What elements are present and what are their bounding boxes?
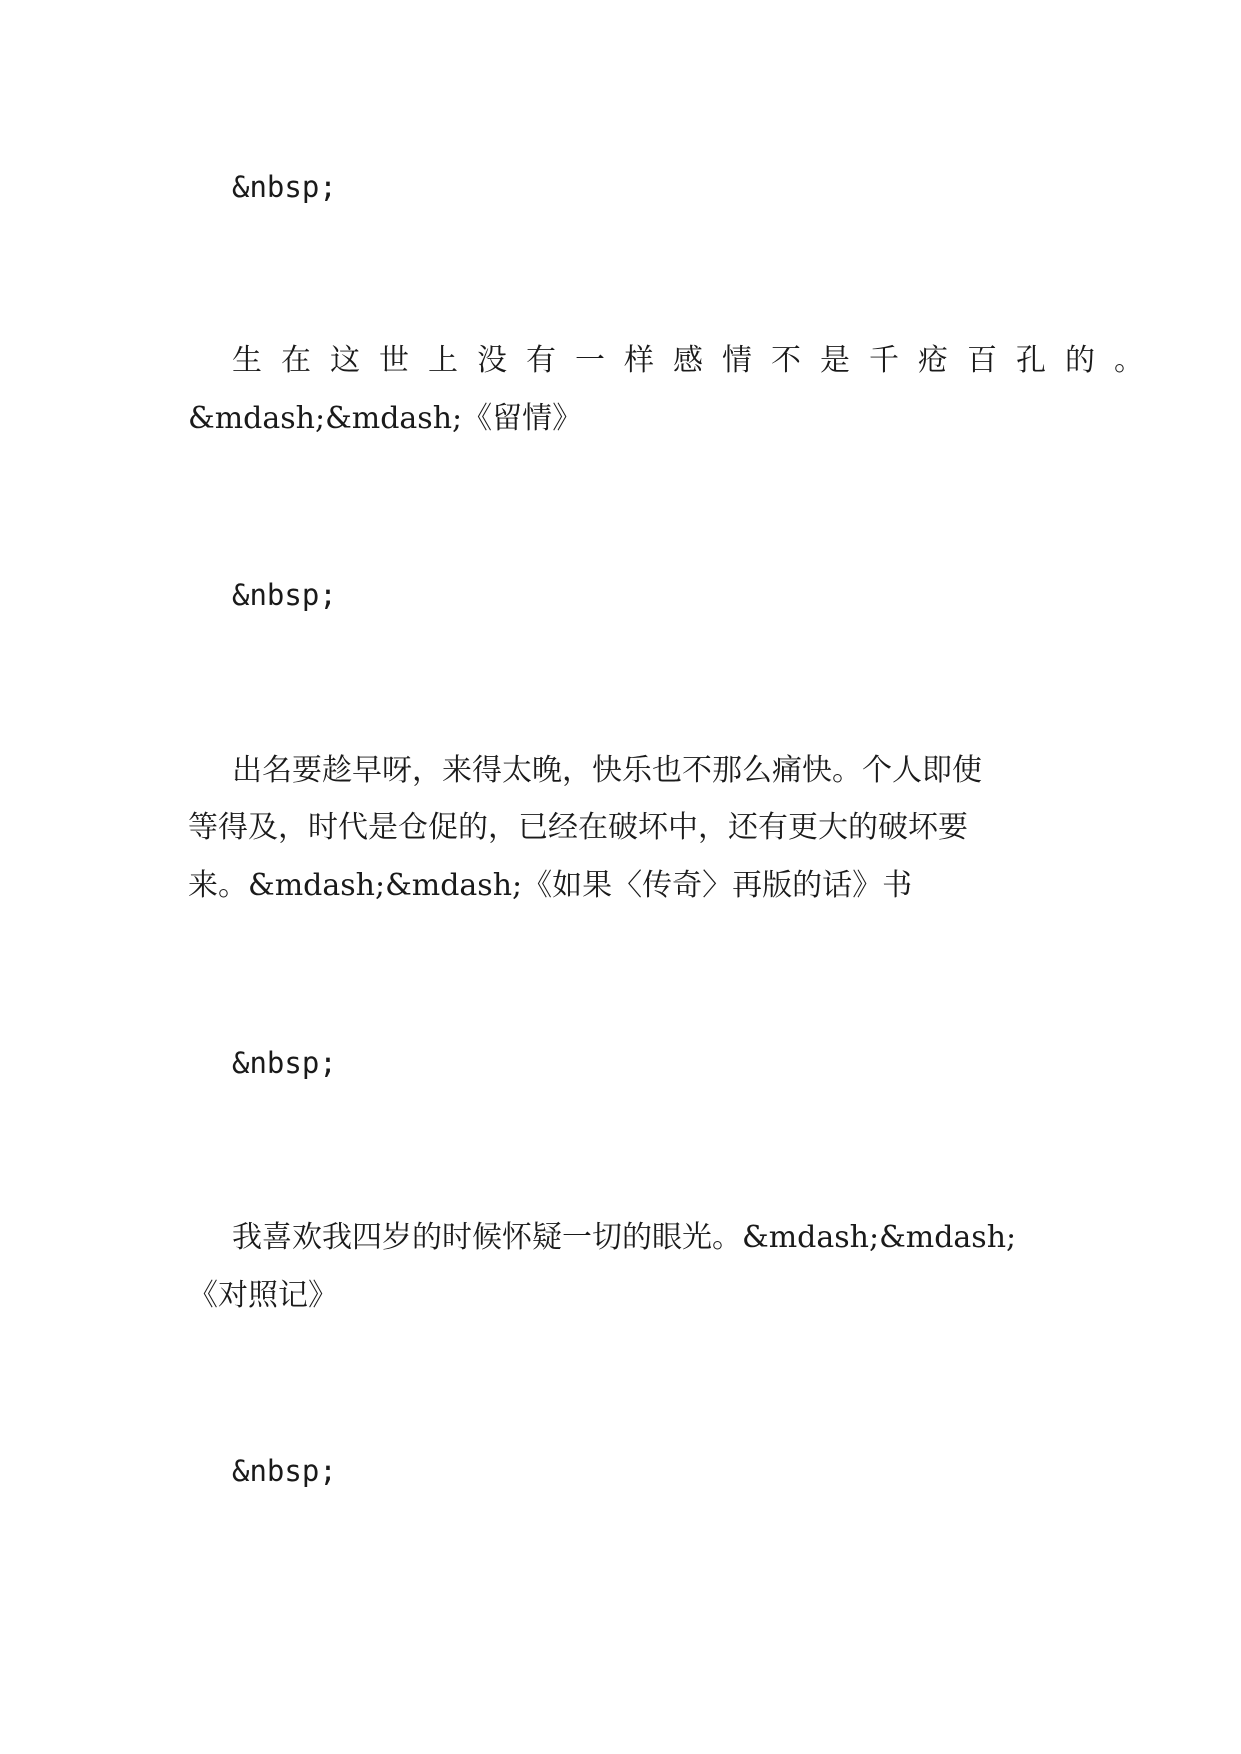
paragraph-2-line-2: &mdash;&mdash;《留情》 (188, 401, 583, 436)
paragraph-4-line-3: 来。&mdash;&mdash;《如果〈传奇〉再版的话》书 (188, 868, 913, 903)
paragraph-1-line-1: &nbsp; (232, 170, 337, 204)
paragraph-4-line-2: 等得及，时代是仓促的，已经在破坏中，还有更大的破坏要 (188, 810, 968, 845)
paragraph-5-line-1: &nbsp; (232, 1046, 337, 1080)
paragraph-2-line-1: 生在这世上没有一样感情不是千疮百孔的。 (232, 343, 1163, 378)
paragraph-7-line-1: &nbsp; (232, 1454, 337, 1488)
paragraph-4-line-1: 出名要趁早呀，来得太晚，快乐也不那么痛快。个人即使 (232, 753, 982, 788)
paragraph-6-line-2: 《对照记》 (188, 1278, 338, 1313)
paragraph-6-line-1: 我喜欢我四岁的时候怀疑一切的眼光。&mdash;&mdash; (232, 1220, 1017, 1255)
paragraph-3-line-1: &nbsp; (232, 578, 337, 612)
